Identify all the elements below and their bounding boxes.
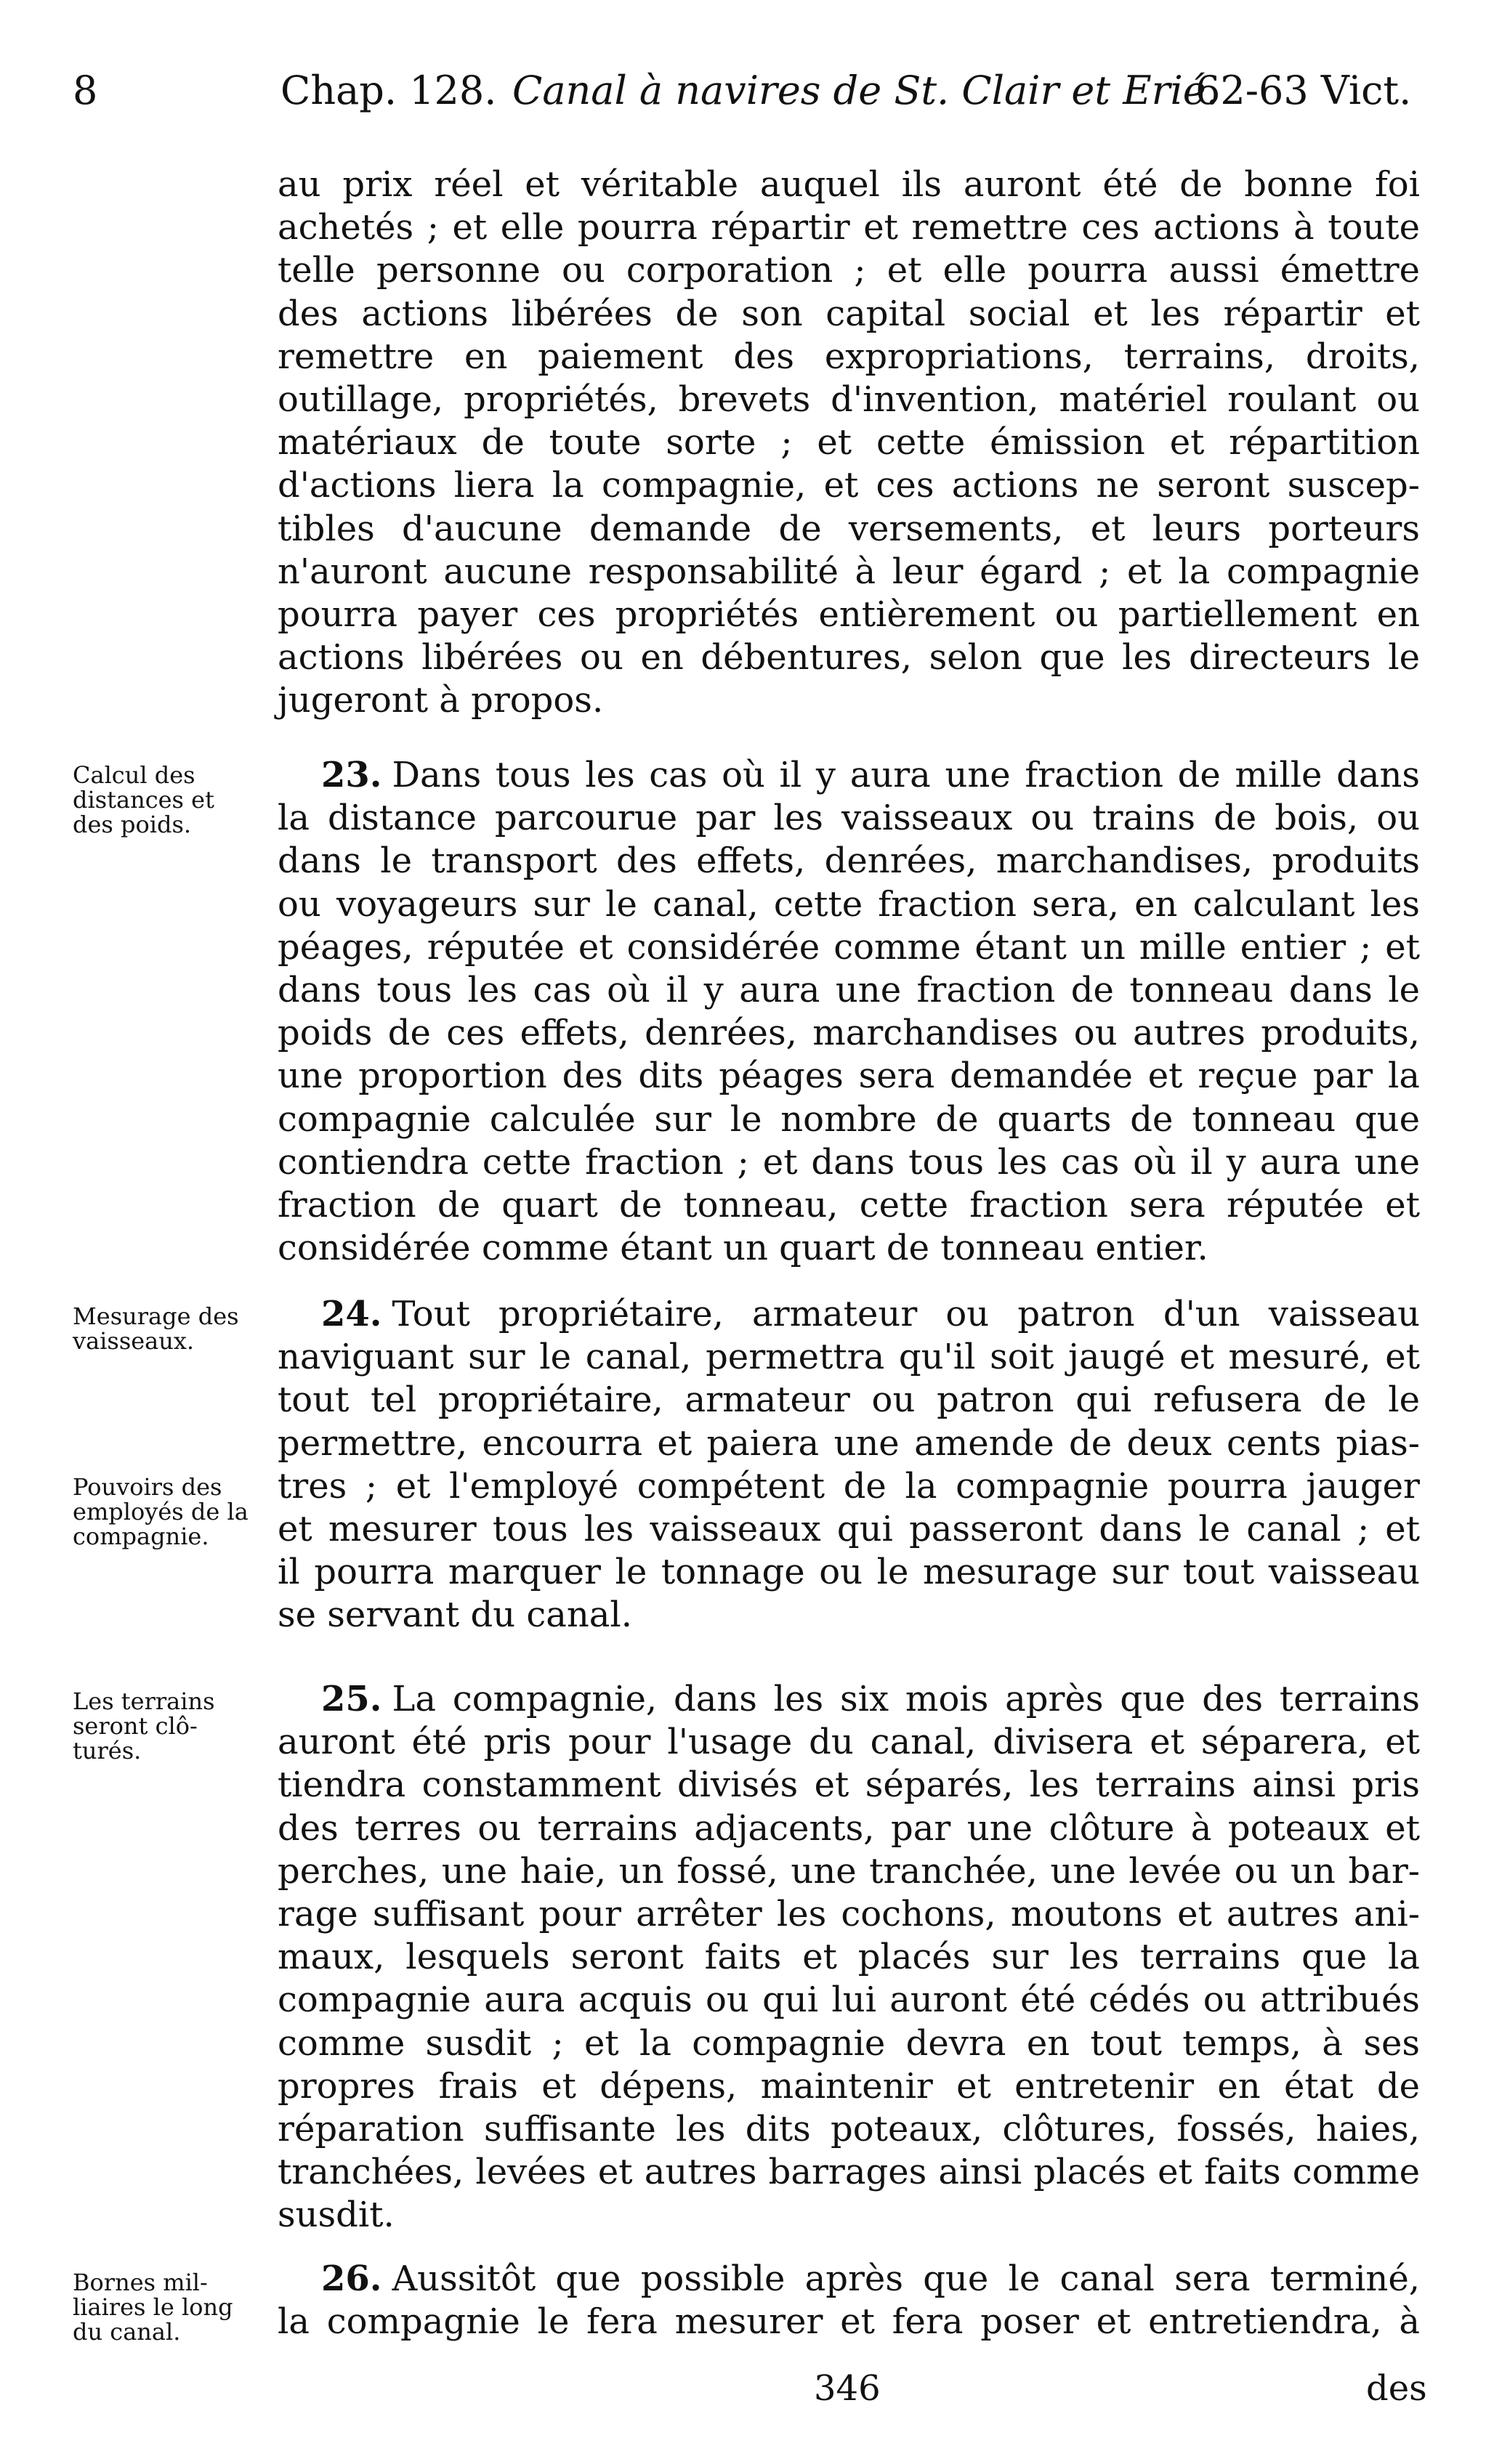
text-line: compagnie aura acquis ou qui lui auront été cédés ou attribués	[278, 1979, 1420, 2021]
section-26	[278, 2258, 1420, 2343]
text-block-continuation	[278, 163, 1420, 722]
text-line: des actions libérées de son capital social et les répartir et	[278, 293, 1420, 334]
note-line: turés.	[73, 1737, 142, 1764]
section-25	[278, 1678, 1420, 2237]
section-number: 24.	[321, 1294, 382, 1334]
text-line: telle personne ou corporation ; et elle pourra aussi émettre	[278, 250, 1420, 291]
text-line: considérée comme étant un quart de tonneau entier.	[278, 1228, 1208, 1269]
section-23	[278, 754, 1420, 1270]
note-line: du canal.	[73, 2318, 181, 2346]
marginal-note-24	[73, 1304, 269, 1353]
text-line: propres frais et dépens, maintenir et entretenir en état de	[278, 2065, 1420, 2107]
text-line: tranchées, levées et autres barrages ainsi placés et faits comme	[278, 2152, 1420, 2193]
text-line: tibles d'aucune demande de versements, et leurs porteurs	[278, 508, 1420, 549]
text-line-content: Tout propriétaire, armateur ou patron d'un vaisseau	[392, 1294, 1420, 1334]
running-title: Canal à navires de St. Clair et Erié.	[512, 68, 1219, 113]
text-line: il pourra marquer le tonnage ou le mesurage sur tout vaisseau	[278, 1552, 1420, 1593]
note-line: Les terrains	[73, 1687, 215, 1715]
text-line	[278, 2258, 1420, 2301]
note-line: seront clô-	[73, 1712, 198, 1740]
marginal-note-24b	[73, 1475, 269, 1549]
note-line: distances et	[73, 786, 214, 814]
text-line: remettre en paiement des expropriations, terrains, droits,	[278, 336, 1420, 377]
text-line: tiendra constamment divisés et séparés, les terrains ainsi pris	[278, 1764, 1420, 1806]
text-line	[278, 754, 1420, 797]
text-line: tout tel propriétaire, armateur ou patron qui refusera de le	[278, 1379, 1420, 1421]
text-line: maux, lesquels seront faits et placés sur les terrains que la	[278, 1937, 1420, 1978]
note-line: des poids.	[73, 811, 192, 838]
note-line: Mesurage des	[73, 1302, 239, 1330]
text-line: auront été pris pour l'usage du canal, divisera et séparera, et	[278, 1722, 1420, 1763]
catchword: des	[1366, 2368, 1427, 2409]
text-line: contiendra cette fraction ; et dans tous les cas où il y aura une	[278, 1141, 1420, 1183]
text-line-content: Dans tous les cas où il y aura une fraction de mille dans	[392, 755, 1420, 795]
marginal-note-23	[73, 763, 269, 837]
text-line: au prix réel et véritable auquel ils auront été de bonne foi	[278, 164, 1420, 205]
text-line: outillage, propriétés, brevets d'invention, matériel roulant ou	[278, 378, 1420, 420]
text-line: tres ; et l'employé compétent de la compagnie pourra jauger	[278, 1465, 1420, 1507]
section-number: 26.	[321, 2258, 382, 2299]
text-line: achetés ; et elle pourra répartir et remettre ces actions à toute	[278, 207, 1420, 248]
text-line	[278, 1678, 1420, 1721]
text-line: péages, réputée et considérée comme étant un mille entier ; et	[278, 926, 1420, 968]
text-line: susdit.	[278, 2194, 395, 2236]
note-line: Calcul des	[73, 761, 195, 789]
text-line: comme susdit ; et la compagnie devra en tout temps, à ses	[278, 2022, 1420, 2064]
text-line: dans le transport des effets, denrées, marchandises, produits	[278, 840, 1420, 882]
text-line: permettre, encourra et paiera une amende de deux cents pias-	[278, 1422, 1420, 1464]
text-line: la compagnie le fera mesurer et fera poser et entretiendra, à	[278, 2301, 1420, 2343]
page-number: 8	[73, 68, 98, 113]
text-line: jugeront à propos.	[278, 680, 604, 721]
section-24	[278, 1293, 1420, 1637]
text-line: matériaux de toute sorte ; et cette émission et répartition	[278, 422, 1420, 463]
text-line: fraction de quart de tonneau, cette fraction sera réputée et	[278, 1184, 1420, 1225]
regnal-year: 62-63 Vict.	[1195, 68, 1412, 113]
note-line: Bornes mil-	[73, 2269, 208, 2296]
note-line: vaisseaux.	[73, 1327, 195, 1355]
text-line: se servant du canal.	[278, 1594, 633, 1636]
text-line: poids de ces effets, denrées, marchandises ou autres produits,	[278, 1013, 1420, 1054]
footer-page-number: 346	[814, 2368, 881, 2409]
text-line: pourra payer ces propriétés entièrement ou partiellement en	[278, 593, 1420, 635]
note-line: Pouvoirs des	[73, 1473, 222, 1501]
text-line-content: Aussitôt que possible après que le canal sera terminé,	[392, 2258, 1420, 2299]
section-number: 23.	[321, 755, 382, 795]
note-line: liaires le long	[73, 2293, 233, 2321]
chapter-label: Chap. 128.	[280, 68, 497, 113]
text-line: ou voyageurs sur le canal, cette fraction sera, en calculant les	[278, 883, 1420, 925]
text-line: la distance parcourue par les vaisseaux ou trains de bois, ou	[278, 798, 1420, 839]
text-line: et mesurer tous les vaisseaux qui passeront dans le canal ; et	[278, 1508, 1420, 1549]
marginal-note-25	[73, 1689, 269, 1763]
section-number: 25.	[321, 1679, 382, 1719]
text-line: n'auront aucune responsabilité à leur égard ; et la compagnie	[278, 551, 1420, 592]
text-line: perches, une haie, un fossé, une tranchée, une levée ou un bar-	[278, 1850, 1420, 1892]
marginal-note-26	[73, 2270, 269, 2344]
text-line	[278, 1293, 1420, 1336]
text-line: réparation suffisante les dits poteaux, clôtures, fossés, haies,	[278, 2108, 1420, 2149]
text-line: compagnie calculée sur le nombre de quarts de tonneau que	[278, 1098, 1420, 1140]
text-line: rage suffisant pour arrêter les cochons, moutons et autres ani-	[278, 1893, 1420, 1934]
text-line-content: La compagnie, dans les six mois après que des terrains	[392, 1679, 1420, 1719]
note-line: compagnie.	[73, 1523, 209, 1550]
text-line: des terres ou terrains adjacents, par une clôture à poteaux et	[278, 1807, 1420, 1849]
text-line: dans tous les cas où il y aura une fraction de tonneau dans le	[278, 969, 1420, 1010]
text-line: d'actions liera la compagnie, et ces actions ne seront suscep-	[278, 465, 1420, 506]
note-line: employés de la	[73, 1498, 249, 1525]
text-line: naviguant sur le canal, permettra qu'il soit jaugé et mesuré, et	[278, 1337, 1420, 1378]
text-line: une proportion des dits péages sera demandée et reçue par la	[278, 1055, 1420, 1097]
text-line: actions libérées ou en débentures, selon que les directeurs le	[278, 637, 1420, 678]
